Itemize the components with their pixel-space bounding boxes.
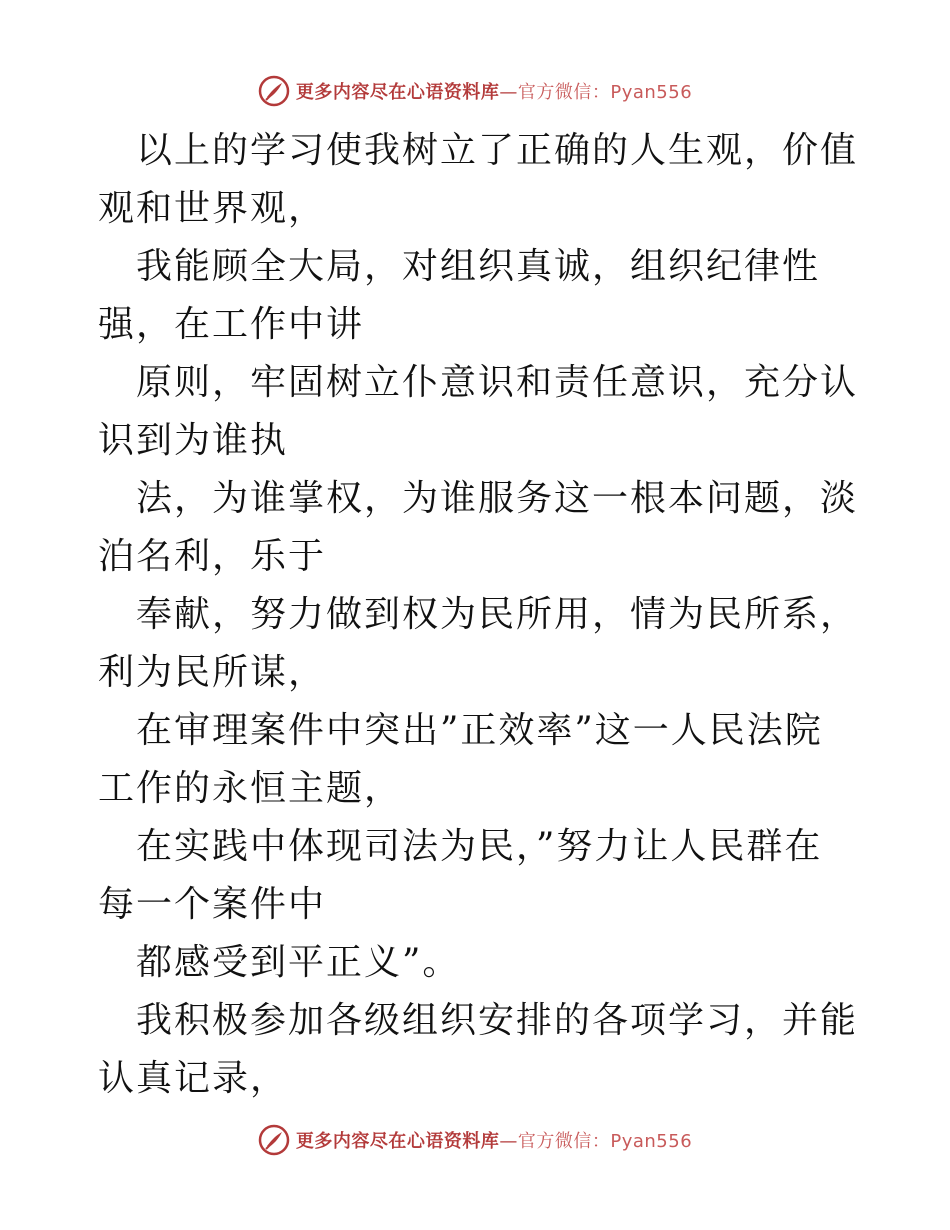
paragraph: 我能顾全大局，对组织真诚，组织纪律性强，在工作中讲 — [98, 246, 821, 345]
header-banner — [0, 71, 950, 111]
footer-banner — [0, 1120, 950, 1160]
footer-banner-text — [296, 1127, 692, 1153]
header-banner-main: 更多内容尽在心语资料库 — [295, 82, 500, 103]
footer-banner-wechat: 官方微信：Pyan556 — [517, 1131, 693, 1152]
quill-logo-icon — [258, 75, 290, 107]
paragraph: 在审理案件中突出”正效率”这一人民法院工作的永恒主题， — [98, 710, 823, 809]
footer-banner-main: 更多内容尽在心语资料库 — [295, 1131, 500, 1152]
paragraph: 都感受到平正义”。 — [136, 942, 461, 983]
quill-logo-icon — [258, 1124, 290, 1156]
footer-banner-dash: — — [499, 1131, 518, 1152]
paragraph: 原则，牢固树立仆意识和责任意识，充分认识到为谁执 — [98, 362, 859, 461]
header-banner-dash: — — [499, 82, 518, 103]
paragraph: 以上的学习使我树立了正确的人生观，价值观和世界观， — [98, 130, 859, 229]
header-banner-text — [296, 78, 692, 104]
paragraph: 法，为谁掌权，为谁服务这一根本问题，淡泊名利，乐于 — [98, 478, 859, 577]
paragraph: 在实践中体现司法为民，”努力让人民群在每一个案件中 — [98, 826, 823, 925]
paragraph: 奉献，努力做到权为民所用，情为民所系，利为民所谋， — [98, 594, 859, 693]
header-banner-wechat: 官方微信：Pyan556 — [517, 82, 693, 103]
document-body — [98, 122, 858, 1108]
paragraph: 我积极参加各级组织安排的各项学习，并能认真记录， — [98, 1000, 859, 1099]
